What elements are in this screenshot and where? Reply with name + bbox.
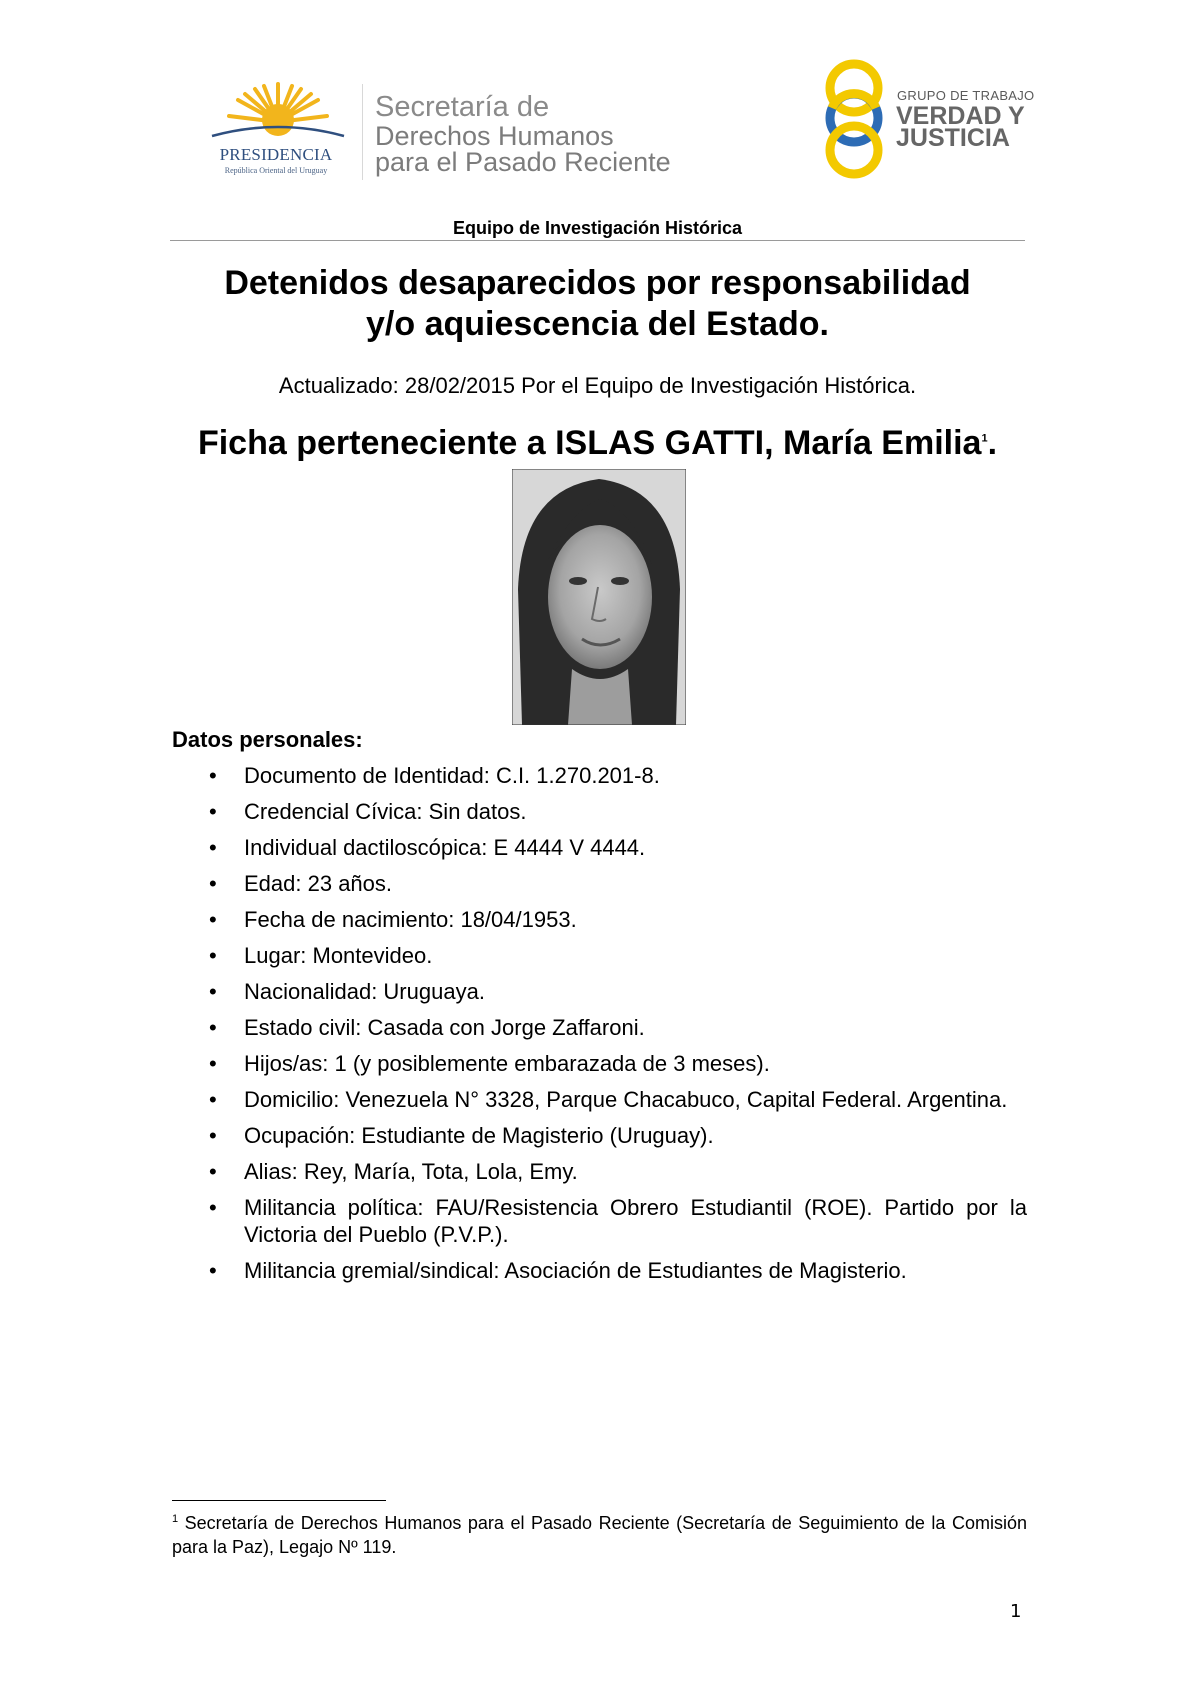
list-item: [172, 1122, 1027, 1149]
bullet-icon: •: [209, 799, 217, 824]
item-text: Nacionalidad: Uruguaya.: [244, 979, 485, 1004]
bullet-icon: •: [209, 1195, 217, 1220]
secretaria-line-1: Secretaría de: [375, 91, 550, 123]
item-text: Fecha de nacimiento: 18/04/1953.: [244, 907, 577, 932]
secretaria-line-3: para el Pasado Reciente: [375, 147, 671, 177]
item-text: Lugar: Montevideo.: [244, 943, 433, 968]
bullet-icon: •: [209, 979, 217, 1004]
item-text: Credencial Cívica: Sin datos.: [244, 799, 527, 824]
list-item: [172, 1014, 1027, 1041]
bullet-icon: •: [209, 1087, 217, 1112]
secretaria-line-2: Derechos Humanos: [375, 121, 614, 151]
list-item: [172, 1257, 1027, 1284]
bullet-icon: •: [209, 835, 217, 860]
title-line-1: Detenidos desaparecidos por responsabilidad: [224, 264, 971, 302]
item-text: Ocupación: Estudiante de Magisterio (Uruguay).: [244, 1123, 714, 1148]
footnote-rule: [172, 1500, 386, 1501]
team-heading: Equipo de Investigación Histórica: [452, 218, 743, 238]
footnote-text: Secretaría de Derechos Humanos para el Pasado Reciente (Secretaría de Seguimiento de la Comisión para la Paz), Legajo Nº 119.: [172, 1513, 1027, 1557]
list-item: [172, 978, 1027, 1005]
item-text: Individual dactiloscópica: E 4444 V 4444.: [244, 835, 646, 860]
header-rule: [170, 240, 1025, 241]
list-item: [172, 834, 1027, 861]
list-item: [172, 762, 1027, 789]
footnote-ref[interactable]: 1: [981, 432, 988, 445]
presidencia-title: PRESIDENCIA: [219, 145, 333, 164]
ficha-name: Ficha perteneciente a ISLAS GATTI, María Emilia: [197, 424, 982, 462]
bullet-icon: •: [209, 907, 217, 932]
item-text: Militancia gremial/sindical: Asociación de Estudiantes de Magisterio.: [244, 1258, 907, 1283]
list-item: [172, 906, 1027, 933]
grupo-title-line-1: VERDAD Y: [896, 102, 1025, 130]
item-text: Edad: 23 años.: [244, 871, 393, 896]
list-item: [172, 1050, 1027, 1077]
presidencia-subtitle: República Oriental del Uruguay: [224, 166, 328, 175]
grupo-title-line-2: JUSTICIA: [896, 124, 1010, 152]
page-number: 1: [1010, 1601, 1022, 1622]
ficha-heading: [170, 424, 1025, 463]
list-item: [172, 1086, 1027, 1113]
bullet-icon: •: [209, 763, 217, 788]
bullet-icon: •: [209, 871, 217, 896]
item-text: Domicilio: Venezuela N° 3328, Parque Chacabuco, Capital Federal. Argentina.: [244, 1087, 1008, 1112]
personal-data-list: [172, 762, 1027, 1293]
document-title: [170, 263, 1025, 345]
bullet-icon: •: [209, 943, 217, 968]
list-item: [172, 870, 1027, 897]
footnote: [172, 1507, 1027, 1559]
bullet-icon: •: [209, 1258, 217, 1283]
list-item: [172, 1194, 1027, 1248]
bullet-icon: •: [209, 1159, 217, 1184]
item-text: Estado civil: Casada con Jorge Zaffaroni.: [244, 1015, 645, 1040]
datos-personales-heading: Datos personales:: [172, 727, 363, 752]
item-text: Alias: Rey, María, Tota, Lola, Emy.: [244, 1159, 578, 1184]
portrait-photo: [512, 469, 686, 725]
item-text: Militancia política: FAU/Resistencia Obrero Estudiantil (ROE). Partido por la Victoria del Pueblo (P.V.P.).: [244, 1195, 1027, 1247]
ficha-end: .: [987, 424, 998, 462]
bullet-icon: •: [209, 1015, 217, 1040]
footnote-number: 1: [172, 1513, 179, 1525]
list-item: [172, 1158, 1027, 1185]
item-text: Documento de Identidad: C.I. 1.270.201-8.: [244, 763, 660, 788]
bullet-icon: •: [209, 1123, 217, 1148]
item-text: Hijos/as: 1 (y posiblemente embarazada de 3 meses).: [244, 1051, 770, 1076]
header-divider: [362, 84, 363, 180]
title-line-2: y/o aquiescencia del Estado.: [366, 305, 829, 343]
list-item: [172, 942, 1027, 969]
grupo-small-label: GRUPO DE TRABAJO: [897, 88, 1035, 103]
updated-line: Actualizado: 28/02/2015 Por el Equipo de Investigación Histórica.: [278, 373, 917, 398]
list-item: [172, 798, 1027, 825]
bullet-icon: •: [209, 1051, 217, 1076]
